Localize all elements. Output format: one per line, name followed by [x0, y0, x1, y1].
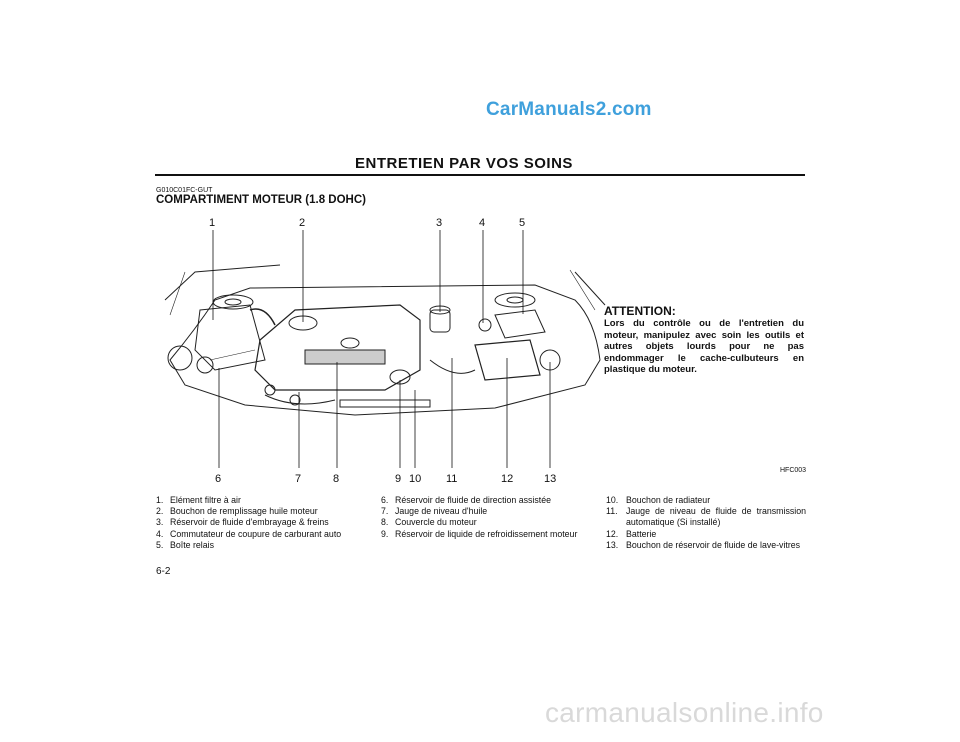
list-item: 8. Couvercle du moteur	[381, 517, 477, 528]
page-header-title: ENTRETIEN PAR VOS SOINS	[355, 155, 573, 172]
callout-6: 6	[215, 473, 222, 485]
callout-4: 4	[479, 217, 486, 229]
list-item: 7. Jauge de niveau d'huile	[381, 506, 488, 517]
engine-compartment-diagram	[155, 210, 615, 490]
list-item: 1. Elément filtre à air	[156, 495, 241, 505]
list-item: 13. Bouchon de réservoir de fluide de lave-vitres	[606, 539, 801, 550]
callout-11: 11	[446, 473, 458, 485]
callout-9: 9	[395, 473, 402, 485]
legend-column-3	[606, 495, 806, 551]
callout-2: 2	[299, 217, 306, 229]
list-item: 12. Batterie	[606, 528, 657, 539]
callout-7: 7	[295, 473, 302, 485]
legend-column-1	[156, 495, 366, 551]
callout-3: 3	[436, 217, 443, 229]
legend-column-2	[381, 495, 586, 540]
callout-13: 13	[544, 473, 557, 485]
callout-5: 5	[519, 217, 526, 229]
watermark-carmanualsonline: carmanualsonline.info	[545, 697, 824, 728]
header-rule	[155, 174, 805, 176]
callout-1: 1	[209, 217, 216, 229]
list-item: 10. Bouchon de radiateur	[606, 495, 711, 505]
watermark-carmanuals2: CarManuals2.com	[486, 99, 652, 120]
list-item: 9. Réservoir de liquide de refroidissement moteur	[381, 528, 578, 539]
page-number: 6-2	[156, 566, 171, 577]
section-code: G010C01FC-GUT	[156, 187, 213, 194]
list-item: 4. Commutateur de coupure de carburant auto	[156, 528, 342, 539]
list-item: 5. Boîte relais	[156, 539, 215, 550]
list-item: 6. Réservoir de fluide de direction assistée	[381, 495, 551, 505]
list-item: 11. Jauge de niveau de fluide de transmission automatique (Si installé)	[606, 506, 806, 528]
list-item: 2. Bouchon de remplissage huile moteur	[156, 506, 318, 517]
callout-8: 8	[333, 473, 340, 485]
list-item: 3. Réservoir de fluide d'embrayage & freins	[156, 517, 329, 528]
attention-title: ATTENTION:	[604, 304, 676, 318]
section-title: COMPARTIMENT MOTEUR (1.8 DOHC)	[156, 194, 366, 206]
attention-text: Lors du contrôle ou de l'entretien du moteur, manipulez avec soin les outils et autres objets lourds pour ne pas endommager le cache-culbuteurs en plastique du moteur.	[604, 318, 804, 375]
image-code: HFC003	[780, 467, 807, 474]
callout-12: 12	[501, 473, 514, 485]
callout-10: 10	[409, 473, 422, 485]
